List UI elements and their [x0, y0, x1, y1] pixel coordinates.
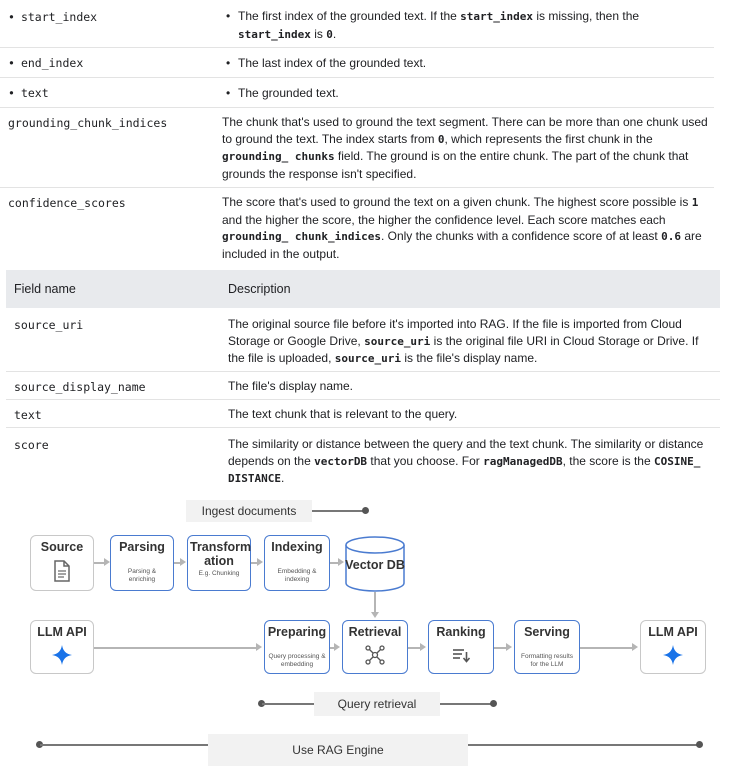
serving-subtitle: Formatting results for the LLM: [520, 653, 574, 668]
retrieval-title: Retrieval: [348, 625, 402, 639]
field-name: text: [14, 408, 42, 422]
field-description: The chunk that's used to ground the text segment. There can be more than one chunk used to ground the text. The index starts from 0, which represents the first chunk in the grounding_ chunks field. The ground is on the entire chunk. The part of the chunk that grounds the response isn't specified.: [222, 115, 708, 181]
sparkle-icon: [663, 645, 683, 665]
document-icon: [53, 560, 71, 582]
parsing-subtitle: Parsing & enriching: [127, 568, 157, 583]
field-name: grounding_chunk_indices: [8, 116, 168, 130]
parsing-title: Parsing: [119, 540, 165, 554]
field-name: • text: [8, 86, 49, 100]
table-row: [6, 428, 720, 492]
llm-api-left-box: [30, 620, 94, 674]
table-row: [0, 48, 714, 78]
llm-api-left-title: LLM API: [37, 625, 87, 639]
field-description: The file's display name.: [228, 379, 354, 393]
field-description: The similarity or distance between the query and the text chunk. The similarity or distance depends on the vectorDB that you choose. For ragManagedDB, the score is the COSINE_ DISTANCE.: [228, 437, 704, 485]
llm-api-right-box: [640, 620, 706, 674]
preparing-title: Preparing: [267, 625, 327, 639]
field-description: • The last index of the grounded text.: [222, 55, 710, 72]
field-description: • The first index of the grounded text. If the start_index is missing, then the start_index is 0.: [222, 8, 710, 43]
table-row: [6, 308, 720, 372]
header-description: Description: [228, 282, 291, 296]
field-description: The score that's used to ground the text on a given chunk. The highest score possible is 1 and the higher the score, the higher the confidence level. Each score matches each grounding_ chunk_indices. Only the chunks with a confidence score of at least 0.6 are included in the output.: [222, 195, 702, 261]
transformation-box: [187, 535, 251, 591]
table-row: [0, 0, 714, 48]
source-box: [30, 535, 94, 591]
field-name: source_uri: [14, 318, 84, 332]
indexing-box: [264, 535, 330, 591]
vector-db-label: Vector DB: [345, 558, 405, 572]
llm-api-right-title: LLM API: [648, 625, 698, 639]
preparing-subtitle: Query processing & embedding: [268, 653, 326, 668]
field-name: • start_index: [8, 10, 97, 24]
field-description: The original source file before it's imported into RAG. If the file is imported from Cloud Storage or Google Drive, source_uri is the original file URI in Cloud Storage or Drive. If the file is uploaded, source_uri is the file's display name.: [228, 317, 699, 365]
network-icon: [365, 645, 385, 665]
source-title: Source: [40, 540, 84, 554]
transformation-subtitle: E.g. Chunking: [198, 570, 240, 577]
table-header: [6, 270, 720, 308]
indexing-subtitle: Embedding & indexing: [277, 568, 317, 583]
ranking-box: [428, 620, 494, 674]
indexing-title: Indexing: [271, 540, 323, 554]
use-rag-engine-label: Use RAG Engine: [208, 734, 468, 766]
table-row: [6, 400, 720, 428]
table-row: [6, 372, 720, 400]
ingest-documents-label: Ingest documents: [186, 500, 312, 522]
field-name: confidence_scores: [8, 196, 126, 210]
field-description: The text chunk that is relevant to the query.: [228, 407, 458, 421]
retrieval-box: [342, 620, 408, 674]
table-row: [0, 188, 714, 270]
serving-box: [514, 620, 580, 674]
parsing-box: [110, 535, 174, 591]
serving-title: Serving: [524, 625, 570, 639]
transformation-title: Transform ation: [190, 540, 252, 568]
field-name: source_display_name: [14, 380, 146, 394]
field-name: score: [14, 438, 49, 452]
table-row: [0, 78, 714, 108]
sparkle-icon: [52, 645, 72, 665]
preparing-box: [264, 620, 330, 674]
field-name: • end_index: [8, 56, 83, 70]
ranking-title: Ranking: [436, 625, 486, 639]
header-field-name: Field name: [14, 282, 76, 296]
query-retrieval-label: Query retrieval: [314, 692, 440, 716]
sort-icon: [452, 647, 470, 663]
table-row: [0, 108, 714, 188]
field-description: • The grounded text.: [222, 85, 710, 102]
